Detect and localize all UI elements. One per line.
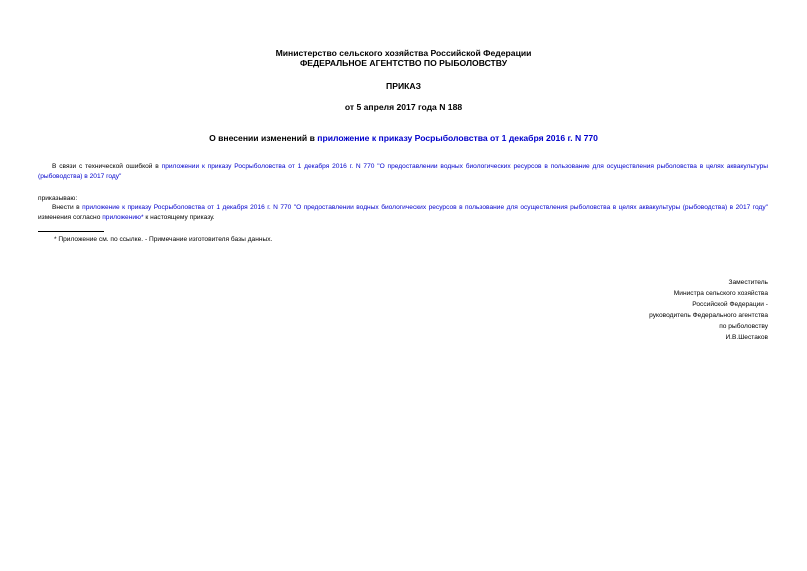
signature-line: Заместитель xyxy=(728,279,768,286)
p3-mid: изменения согласно xyxy=(38,213,103,221)
p3-suffix: к настоящему приказу. xyxy=(143,213,215,221)
signature-line: Российской Федерации - xyxy=(692,301,768,308)
ministry-name: Министерство сельского хозяйства Российской Федерации xyxy=(275,48,532,58)
signature-line: Министра сельского хозяйства xyxy=(673,290,768,297)
p1-prefix: В связи с технической ошибкой в xyxy=(52,163,162,170)
document-subject xyxy=(0,133,807,143)
p1-link[interactable]: приложении к приказу Росрыболовства от 1 декабря 2016 г. N 770 "О предоставлении водных биологических ресурсов в пользование для осуществления рыболовства в целях аквакультуры (рыбоводства) в 2017 году" xyxy=(38,163,769,180)
p3-appendix-link[interactable]: приложению* xyxy=(102,213,144,221)
agency-name: ФЕДЕРАЛЬНОЕ АГЕНТСТВО ПО РЫБОЛОВСТВУ xyxy=(299,58,508,68)
signature-line: руководитель Федерального агентства xyxy=(649,312,768,319)
signature-name: И.В.Шестаков xyxy=(725,334,768,341)
signature-block xyxy=(649,277,768,343)
footnote: * Приложение см. по ссылке. - Примечание изготовителя базы данных. xyxy=(54,236,273,243)
p3-prefix: Внести в xyxy=(52,204,83,211)
subject-prefix: О внесении изменений в xyxy=(209,133,318,143)
p3-link[interactable]: приложение к приказу Росрыболовства от 1 декабря 2016 г. N 770 "О предоставлении водных биологических ресурсов в пользование для осуществления рыболовства в целях аквакультуры (рыбоводства) в 2017 году" xyxy=(82,204,768,211)
footnote-divider xyxy=(38,231,104,232)
paragraph-instruction xyxy=(38,203,768,222)
subject-link[interactable]: приложение к приказу Росрыболовства от 1 декабря 2016 г. N 770 xyxy=(317,133,598,143)
paragraph-order: приказываю: xyxy=(38,195,78,202)
document-date-number: от 5 апреля 2017 года N 188 xyxy=(344,102,463,112)
paragraph-reason xyxy=(38,162,768,181)
signature-line: по рыболовству xyxy=(719,323,768,330)
document-type: ПРИКАЗ xyxy=(386,81,421,91)
